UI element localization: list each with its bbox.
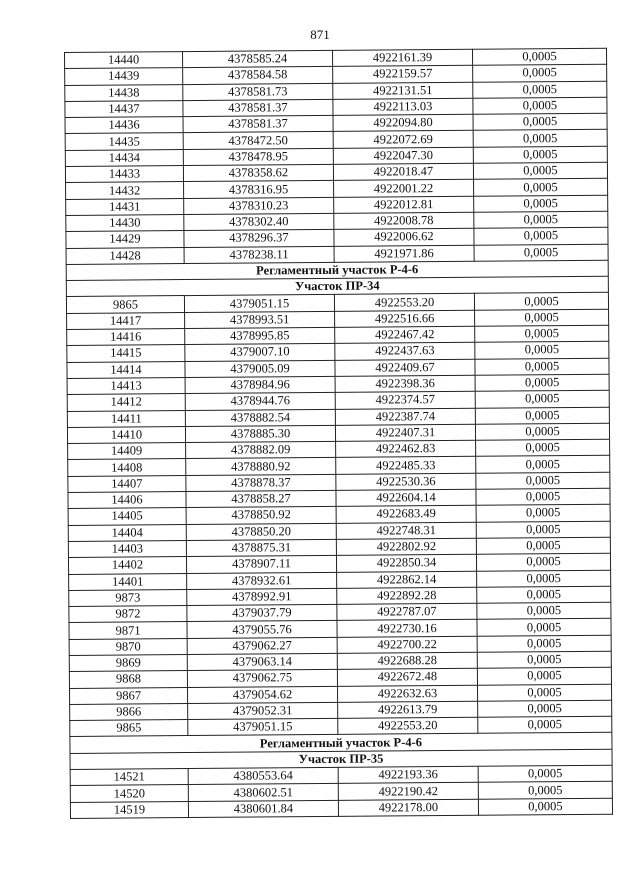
- accuracy-cell: 0,0005: [475, 342, 609, 359]
- y-coordinate-cell: 4922802.92: [336, 538, 476, 555]
- accuracy-cell: 0,0005: [473, 146, 607, 163]
- point-number-cell: 14521: [70, 769, 188, 786]
- y-coordinate-cell: 4922553.20: [334, 294, 474, 311]
- y-coordinate-cell: 4922190.42: [338, 783, 478, 800]
- accuracy-cell: 0,0005: [478, 716, 612, 733]
- accuracy-cell: 0,0005: [476, 521, 610, 538]
- point-number-cell: 9873: [69, 589, 187, 606]
- x-coordinate-cell: 4378880.92: [186, 458, 336, 475]
- coordinates-table-body: [65, 48, 613, 818]
- point-number-cell: 14415: [67, 345, 185, 362]
- point-number-cell: 9872: [69, 606, 187, 623]
- y-coordinate-cell: 4922467.42: [335, 326, 475, 343]
- accuracy-cell: 0,0005: [475, 423, 609, 440]
- point-number-cell: 14433: [65, 166, 183, 183]
- accuracy-cell: 0,0005: [476, 553, 610, 570]
- x-coordinate-cell: 4379052.31: [188, 702, 338, 719]
- accuracy-cell: 0,0005: [477, 684, 611, 701]
- accuracy-cell: 0,0005: [473, 113, 607, 130]
- point-number-cell: 14428: [66, 247, 184, 264]
- point-number-cell: 14403: [68, 540, 186, 557]
- x-coordinate-cell: 4379005.09: [185, 360, 335, 377]
- accuracy-cell: 0,0005: [477, 619, 611, 636]
- x-coordinate-cell: 4379051.15: [184, 295, 334, 312]
- accuracy-cell: 0,0005: [475, 325, 609, 342]
- y-coordinate-cell: 4922850.34: [336, 554, 476, 571]
- y-coordinate-cell: 4922688.28: [337, 652, 477, 669]
- x-coordinate-cell: 4378882.09: [186, 442, 336, 459]
- point-number-cell: 14519: [70, 801, 188, 818]
- x-coordinate-cell: 4378944.76: [185, 393, 335, 410]
- x-coordinate-cell: 4378310.23: [184, 197, 334, 214]
- y-coordinate-cell: 4922072.69: [333, 131, 473, 148]
- accuracy-cell: 0,0005: [473, 65, 607, 82]
- x-coordinate-cell: 4378984.96: [185, 376, 335, 393]
- y-coordinate-cell: 4922437.63: [335, 343, 475, 360]
- y-coordinate-cell: 4922131.51: [333, 82, 473, 99]
- accuracy-cell: 0,0005: [476, 488, 610, 505]
- point-number-cell: 14405: [68, 508, 186, 525]
- accuracy-cell: 0,0005: [477, 586, 611, 603]
- accuracy-cell: 0,0005: [478, 765, 612, 782]
- x-coordinate-cell: 4379055.76: [187, 621, 337, 638]
- accuracy-cell: 0,0005: [476, 439, 610, 456]
- point-number-cell: 14413: [67, 377, 185, 394]
- y-coordinate-cell: 4922387.74: [335, 408, 475, 425]
- y-coordinate-cell: 4922047.30: [333, 147, 473, 164]
- point-number-cell: 9866: [70, 703, 188, 720]
- subsection-title: Участок ПР-35: [70, 749, 612, 770]
- accuracy-cell: 0,0005: [476, 472, 610, 489]
- x-coordinate-cell: 4378581.37: [183, 116, 333, 133]
- x-coordinate-cell: 4379063.14: [187, 653, 337, 670]
- point-number-cell: 14404: [68, 524, 186, 541]
- point-number-cell: 14414: [67, 361, 185, 378]
- subsection-title: Участок ПР-34: [66, 276, 608, 297]
- y-coordinate-cell: 4922113.03: [333, 98, 473, 115]
- point-number-cell: 14411: [67, 410, 185, 427]
- accuracy-cell: 0,0005: [473, 162, 607, 179]
- point-number-cell: 14417: [67, 312, 185, 329]
- section-title: Регламентный участок Р-4-6: [66, 260, 608, 281]
- x-coordinate-cell: 4379051.15: [188, 719, 338, 736]
- y-coordinate-cell: 4922553.20: [338, 717, 478, 734]
- x-coordinate-cell: 4378585.24: [183, 50, 333, 67]
- accuracy-cell: 0,0005: [474, 195, 608, 212]
- y-coordinate-cell: 4922748.31: [336, 522, 476, 539]
- page-number: 871: [310, 27, 330, 42]
- y-coordinate-cell: 4922094.80: [333, 114, 473, 131]
- accuracy-cell: 0,0005: [476, 537, 610, 554]
- table-row: [70, 798, 612, 819]
- point-number-cell: 14432: [66, 182, 184, 199]
- point-number-cell: 14429: [66, 231, 184, 248]
- y-coordinate-cell: 4922159.57: [333, 66, 473, 83]
- accuracy-cell: 0,0005: [474, 227, 608, 244]
- point-number-cell: 9869: [69, 655, 187, 672]
- x-coordinate-cell: 4378850.20: [186, 523, 336, 540]
- accuracy-cell: 0,0005: [473, 97, 607, 114]
- accuracy-cell: 0,0005: [475, 407, 609, 424]
- x-coordinate-cell: 4378858.27: [186, 490, 336, 507]
- x-coordinate-cell: 4380553.64: [188, 767, 338, 784]
- x-coordinate-cell: 4378875.31: [186, 539, 336, 556]
- x-coordinate-cell: 4378995.85: [185, 327, 335, 344]
- x-coordinate-cell: 4378581.37: [183, 99, 333, 116]
- y-coordinate-cell: 4922730.16: [337, 620, 477, 637]
- y-coordinate-cell: 4922700.22: [337, 636, 477, 653]
- y-coordinate-cell: 4922516.66: [335, 310, 475, 327]
- accuracy-cell: 0,0005: [473, 130, 607, 147]
- accuracy-cell: 0,0005: [477, 635, 611, 652]
- accuracy-cell: 0,0005: [475, 374, 609, 391]
- x-coordinate-cell: 4378581.73: [183, 83, 333, 100]
- section-title: Регламентный участок Р-4-6: [70, 733, 612, 754]
- y-coordinate-cell: 4922530.36: [336, 473, 476, 490]
- y-coordinate-cell: 4922613.79: [338, 701, 478, 718]
- accuracy-cell: 0,0005: [477, 668, 611, 685]
- accuracy-cell: 0,0005: [474, 244, 608, 261]
- y-coordinate-cell: 4922012.81: [334, 196, 474, 213]
- x-coordinate-cell: 4378907.11: [186, 556, 336, 573]
- point-number-cell: 14416: [67, 329, 185, 346]
- y-coordinate-cell: 4922604.14: [336, 489, 476, 506]
- accuracy-cell: 0,0005: [476, 505, 610, 522]
- y-coordinate-cell: 4922161.39: [332, 49, 472, 66]
- accuracy-cell: 0,0005: [478, 798, 612, 815]
- y-coordinate-cell: 4922001.22: [334, 180, 474, 197]
- accuracy-cell: 0,0005: [473, 81, 607, 98]
- accuracy-cell: 0,0005: [476, 456, 610, 473]
- point-number-cell: 14436: [65, 117, 183, 134]
- accuracy-cell: 0,0005: [474, 179, 608, 196]
- x-coordinate-cell: 4378882.54: [185, 409, 335, 426]
- x-coordinate-cell: 4378878.37: [186, 474, 336, 491]
- point-number-cell: 14407: [68, 475, 186, 492]
- y-coordinate-cell: 4922485.33: [336, 457, 476, 474]
- point-number-cell: 14401: [69, 573, 187, 590]
- x-coordinate-cell: 4378885.30: [185, 425, 335, 442]
- y-coordinate-cell: 4922398.36: [335, 375, 475, 392]
- x-coordinate-cell: 4378992.91: [187, 588, 337, 605]
- point-number-cell: 9867: [69, 687, 187, 704]
- accuracy-cell: 0,0005: [478, 700, 612, 717]
- y-coordinate-cell: 4922008.78: [334, 212, 474, 229]
- x-coordinate-cell: 4378472.50: [183, 132, 333, 149]
- accuracy-cell: 0,0005: [475, 309, 609, 326]
- point-number-cell: 14412: [67, 394, 185, 411]
- point-number-cell: 14409: [68, 443, 186, 460]
- point-number-cell: 14402: [68, 557, 186, 574]
- y-coordinate-cell: 4922407.31: [335, 424, 475, 441]
- y-coordinate-cell: 4922632.63: [337, 685, 477, 702]
- x-coordinate-cell: 4378584.58: [183, 67, 333, 84]
- x-coordinate-cell: 4378296.37: [184, 230, 334, 247]
- point-number-cell: 14435: [65, 133, 183, 150]
- y-coordinate-cell: 4922672.48: [337, 669, 477, 686]
- accuracy-cell: 0,0005: [472, 48, 606, 65]
- point-number-cell: 14410: [67, 426, 185, 443]
- accuracy-cell: 0,0005: [477, 651, 611, 668]
- y-coordinate-cell: 4922787.07: [337, 603, 477, 620]
- x-coordinate-cell: 4378850.92: [186, 507, 336, 524]
- x-coordinate-cell: 4378316.95: [184, 181, 334, 198]
- accuracy-cell: 0,0005: [474, 293, 608, 310]
- x-coordinate-cell: 4379037.79: [187, 604, 337, 621]
- y-coordinate-cell: 4921971.86: [334, 245, 474, 262]
- point-number-cell: 9868: [69, 671, 187, 688]
- point-number-cell: 14408: [68, 459, 186, 476]
- x-coordinate-cell: 4378993.51: [185, 311, 335, 328]
- accuracy-cell: 0,0005: [475, 358, 609, 375]
- point-number-cell: 14431: [66, 198, 184, 215]
- y-coordinate-cell: 4922018.47: [333, 163, 473, 180]
- y-coordinate-cell: 4922462.83: [336, 440, 476, 457]
- point-number-cell: 9871: [69, 622, 187, 639]
- accuracy-cell: 0,0005: [477, 602, 611, 619]
- x-coordinate-cell: 4378932.61: [187, 572, 337, 589]
- point-number-cell: 9865: [70, 720, 188, 737]
- point-number-cell: 14430: [66, 215, 184, 232]
- point-number-cell: 9865: [66, 296, 184, 313]
- point-number-cell: 14439: [65, 68, 183, 85]
- y-coordinate-cell: 4922683.49: [336, 506, 476, 523]
- accuracy-cell: 0,0005: [478, 782, 612, 799]
- accuracy-cell: 0,0005: [475, 390, 609, 407]
- point-number-cell: 14437: [65, 100, 183, 117]
- x-coordinate-cell: 4379054.62: [187, 686, 337, 703]
- x-coordinate-cell: 4379062.27: [187, 637, 337, 654]
- x-coordinate-cell: 4379062.75: [187, 670, 337, 687]
- y-coordinate-cell: 4922892.28: [337, 587, 477, 604]
- point-number-cell: 14440: [65, 52, 183, 69]
- x-coordinate-cell: 4378478.95: [183, 148, 333, 165]
- point-number-cell: 14520: [70, 785, 188, 802]
- x-coordinate-cell: 4380602.51: [188, 784, 338, 801]
- y-coordinate-cell: 4922862.14: [337, 571, 477, 588]
- x-coordinate-cell: 4378358.62: [183, 164, 333, 181]
- point-number-cell: 14434: [65, 149, 183, 166]
- point-number-cell: 14406: [68, 492, 186, 509]
- accuracy-cell: 0,0005: [477, 570, 611, 587]
- point-number-cell: 9870: [69, 638, 187, 655]
- y-coordinate-cell: 4922178.00: [338, 799, 478, 816]
- x-coordinate-cell: 4380601.84: [188, 800, 338, 817]
- y-coordinate-cell: 4922374.57: [335, 392, 475, 409]
- y-coordinate-cell: 4922409.67: [335, 359, 475, 376]
- x-coordinate-cell: 4378302.40: [184, 213, 334, 230]
- y-coordinate-cell: 4922193.36: [338, 766, 478, 783]
- coordinates-table: [64, 48, 613, 819]
- accuracy-cell: 0,0005: [474, 211, 608, 228]
- point-number-cell: 14438: [65, 84, 183, 101]
- x-coordinate-cell: 4378238.11: [184, 246, 334, 263]
- y-coordinate-cell: 4922006.62: [334, 229, 474, 246]
- x-coordinate-cell: 4379007.10: [185, 344, 335, 361]
